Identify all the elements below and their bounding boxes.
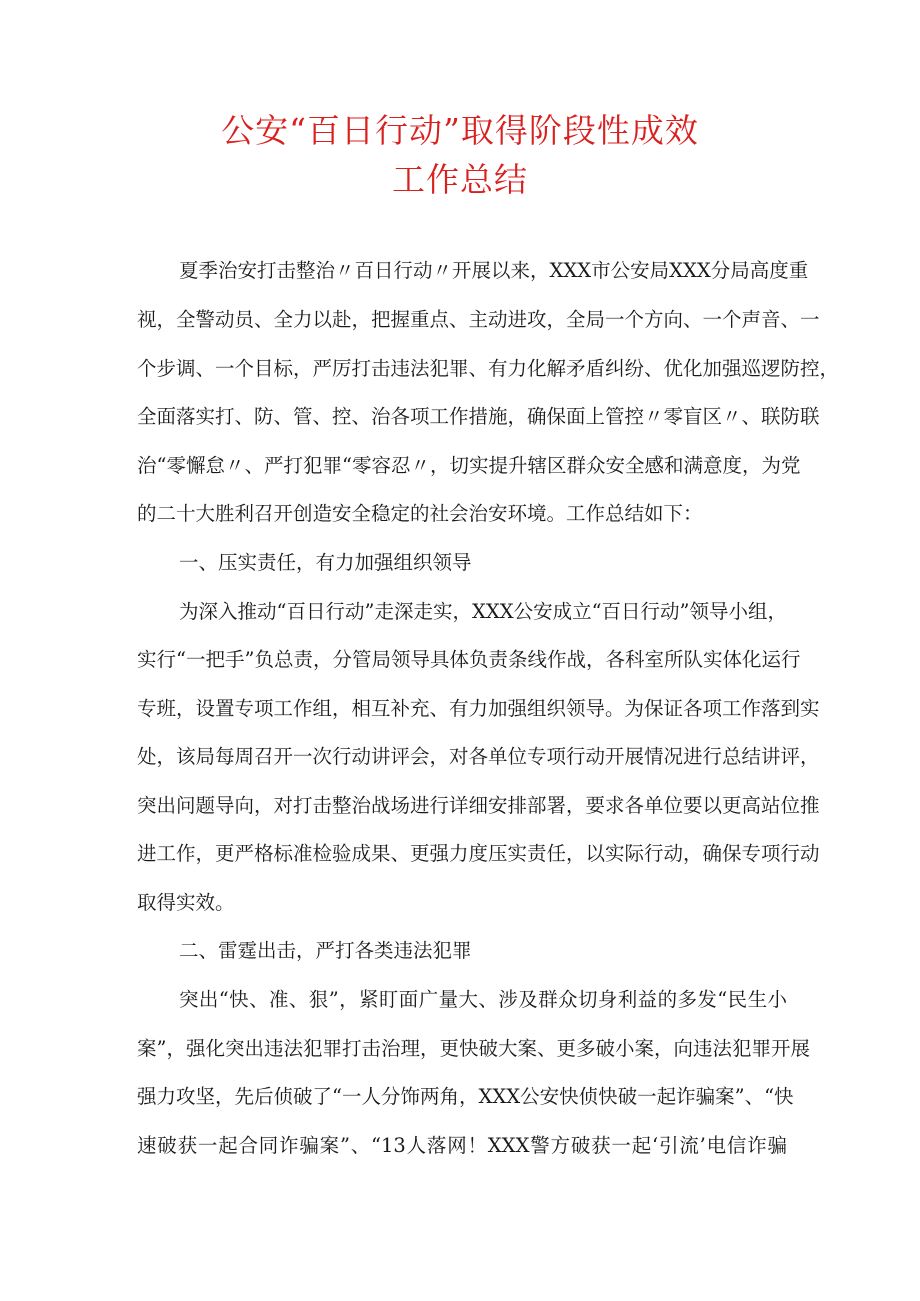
paragraph-1-line-2: 视，全警动员、全力以赴，把握重点、主动进攻，全局一个方向、一个声音、一: [137, 308, 820, 331]
document-title-line-2: 工作总结: [392, 160, 528, 199]
paragraph-1-line-3: 个步调、一个目标，严厉打击违法犯罪、有力化解矛盾纠纷、优化加强巡逻防控，: [137, 357, 840, 380]
section-heading-2: 二、雷霆出击，严打各类违法犯罪: [179, 939, 472, 962]
paragraph-3-line-3: 强力攻坚，先后侦破了“一人分饰两角，XXX公安快侦快破一起诈骗案”、“快: [137, 1085, 794, 1108]
paragraph-2-line-5: 突出问题导向，对打击整治战场进行详细安排部署，要求各单位要以更高站位推: [137, 794, 820, 817]
paragraph-2-line-6: 进工作，更严格标准检验成果、更强力度压实责任，以实际行动，确保专项行动: [137, 842, 820, 865]
paragraph-2-line-3: 专班，设置专项工作组，相互补充、有力加强组织领导。为保证各项工作落到实: [137, 697, 820, 720]
paragraph-1-line-6: 的二十大胜利召开创造安全稳定的社会治安环境。工作总结如下：: [137, 502, 703, 525]
paragraph-1-line-1: 夏季治安打击整治〃百日行动〃开展以来，XXX市公安局XXX分局高度重: [179, 259, 809, 282]
paragraph-3-line-4: 速破获一起合同诈骗案”、“13人落网！XXX警方破获一起‘引流’电信诈骗: [137, 1134, 787, 1157]
paragraph-1-line-5: 治“零懈怠〃、严打犯罪“零容忍〃，切实提升辖区群众安全感和满意度，为党: [137, 454, 801, 477]
paragraph-2-line-4: 处，该局每周召开一次行动讲评会，对各单位专项行动开展情况进行总结讲评，: [137, 745, 820, 768]
paragraph-3-line-1: 突出“快、准、狠”，紧盯面广量大、涉及群众切身利益的多发“民生小: [179, 988, 787, 1011]
paragraph-2-line-7: 取得实效。: [137, 891, 235, 914]
paragraph-3-line-2: 案”，强化突出违法犯罪打击治理，更快破大案、更多破小案，向违法犯罪开展: [137, 1037, 810, 1060]
paragraph-2-line-2: 实行“一把手”负总责，分管局领导具体负责条线作战，各科室所队实体化运行: [137, 648, 801, 671]
document-title-line-1: 公安“百日行动”取得阶段性成效: [221, 111, 699, 150]
paragraph-2-line-1: 为深入推动“百日行动”走深走实，XXX公安成立“百日行动”领导小组，: [179, 600, 788, 623]
section-heading-1: 一、压实责任，有力加强组织领导: [179, 551, 472, 574]
paragraph-1-line-4: 全面落实打、防、管、控、治各项工作措施，确保面上管控〃零盲区〃、联防联: [137, 405, 820, 428]
